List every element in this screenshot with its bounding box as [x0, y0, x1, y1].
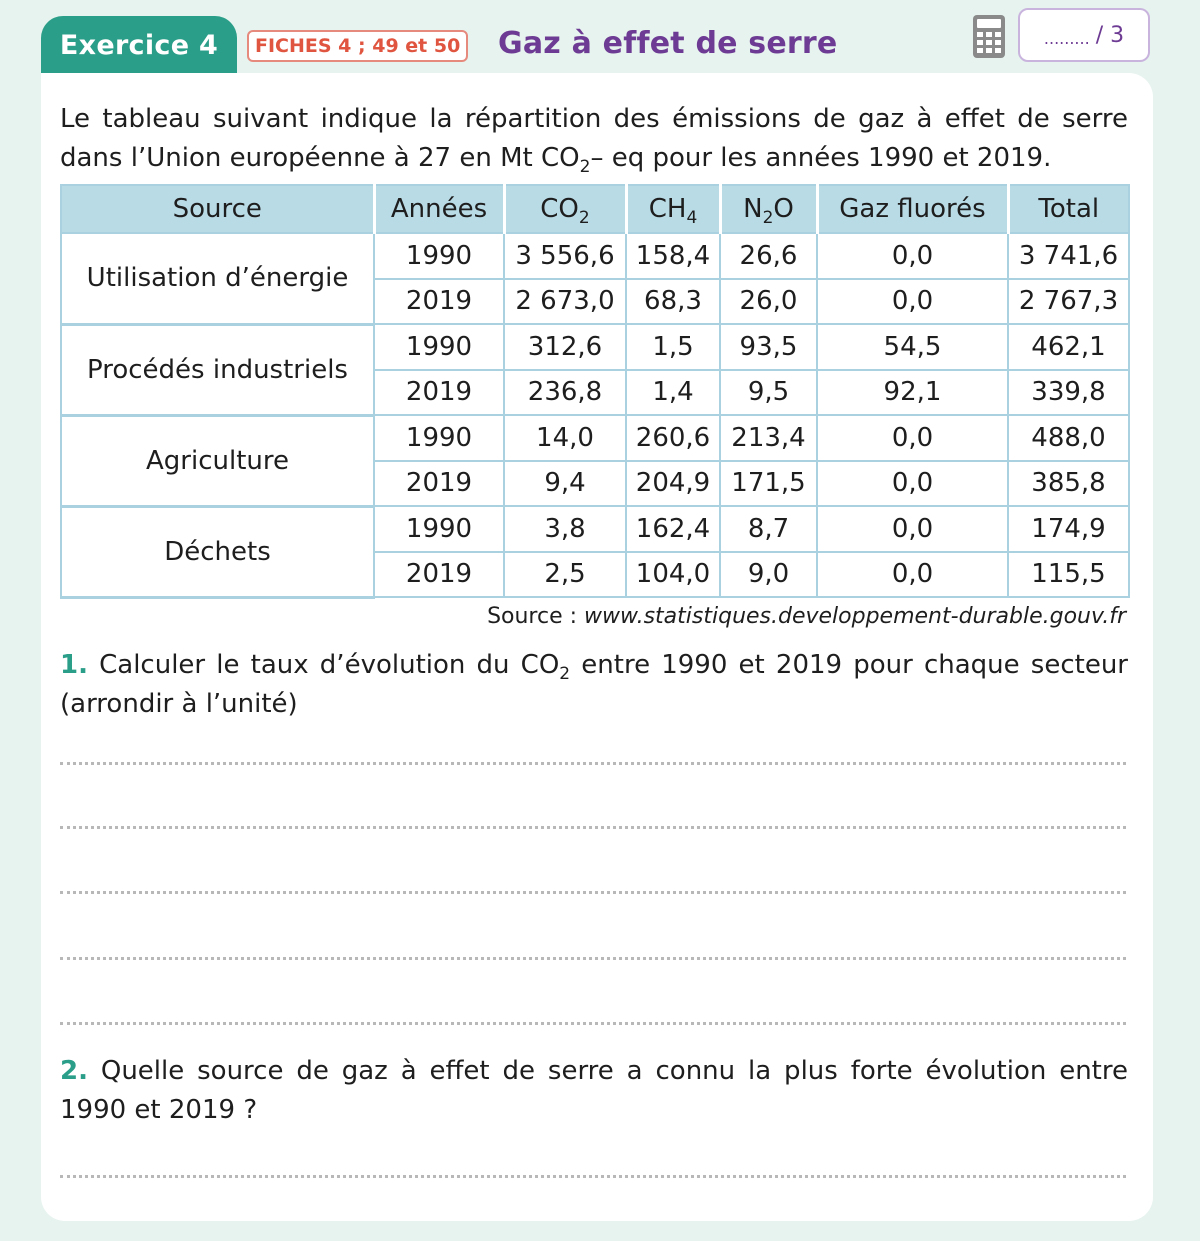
question-2: [60, 1052, 1128, 1130]
calculator-icon: [972, 14, 1006, 59]
total-cell: 462,1: [1008, 324, 1129, 370]
table-row: [61, 415, 1129, 461]
question-2-number: 2.: [60, 1056, 88, 1086]
year-cell: 1990: [374, 415, 504, 461]
source-cell: Utilisation d’énergie: [61, 233, 374, 324]
intro-part2: – eq pour les années 1990 et 2019.: [590, 143, 1052, 173]
header-ch4: $CH_4$: [626, 185, 720, 233]
question-1-part1: Calculer le taux d’évolution du CO: [87, 650, 560, 680]
score-dots: .........: [1043, 28, 1090, 48]
ch4-cell: 260,6: [626, 415, 720, 461]
total-cell: 115,5: [1008, 552, 1129, 598]
question-1-sub: 2: [559, 664, 571, 684]
co2-cell: 3,8: [504, 506, 626, 552]
intro-sub: 2: [579, 157, 591, 177]
ch4-cell: 158,4: [626, 233, 720, 279]
question-1: [60, 646, 1128, 724]
answer-line[interactable]: [60, 957, 1126, 960]
n2o-cell: 8,7: [720, 506, 817, 552]
total-cell: 488,0: [1008, 415, 1129, 461]
n2o-cell: 171,5: [720, 461, 817, 507]
n2o-cell: 9,0: [720, 552, 817, 598]
question-1-number: 1.: [60, 650, 88, 680]
source-url: www.statistiques.developpement-durable.gouv.fr: [584, 604, 1126, 629]
fluor-cell: 0,0: [817, 233, 1008, 279]
total-cell: 3 741,6: [1008, 233, 1129, 279]
year-cell: 2019: [374, 370, 504, 416]
exercise-header: [0, 0, 1200, 75]
year-cell: 1990: [374, 324, 504, 370]
emissions-table: [60, 184, 1130, 599]
answer-line[interactable]: [60, 826, 1126, 829]
answer-line[interactable]: [60, 891, 1126, 894]
co2-cell: 3 556,6: [504, 233, 626, 279]
total-cell: 2 767,3: [1008, 279, 1129, 325]
total-cell: 339,8: [1008, 370, 1129, 416]
ch4-cell: 162,4: [626, 506, 720, 552]
fiches-reference: FICHES 4 ; 49 et 50: [247, 30, 468, 62]
intro-part1: Le tableau suivant indique la répartition des émissions de gaz à effet de serre dans l’Union européenne à 27 en Mt CO: [60, 104, 1128, 173]
header-source: Source: [61, 185, 374, 233]
co2-cell: 236,8: [504, 370, 626, 416]
score-total: / 3: [1095, 22, 1125, 48]
fluor-cell: 0,0: [817, 461, 1008, 507]
ch4-cell: 204,9: [626, 461, 720, 507]
header-n2o: $N_2O$: [720, 185, 817, 233]
co2-cell: 9,4: [504, 461, 626, 507]
co2-cell: 2,5: [504, 552, 626, 598]
n2o-cell: 213,4: [720, 415, 817, 461]
score-box[interactable]: [1018, 8, 1150, 62]
header-co2: $CO_2$: [504, 185, 626, 233]
question-2-text: Quelle source de gaz à effet de serre a connu la plus forte évolution entre 1990 et 2019 ?: [60, 1056, 1128, 1125]
total-cell: 174,9: [1008, 506, 1129, 552]
source-cell: Procédés industriels: [61, 324, 374, 415]
question-1-part2: entre 1990 et 2019 pour chaque secteur (arrondir à l’unité): [60, 650, 1128, 719]
fluor-cell: 0,0: [817, 552, 1008, 598]
header-fluores: Gaz fluorés: [817, 185, 1008, 233]
ch4-cell: 1,4: [626, 370, 720, 416]
n2o-cell: 93,5: [720, 324, 817, 370]
source-cell: Agriculture: [61, 415, 374, 506]
fluor-cell: 0,0: [817, 279, 1008, 325]
header-annees: Années: [374, 185, 504, 233]
table-header-row: [61, 185, 1129, 233]
table-row: [61, 324, 1129, 370]
answer-line[interactable]: [60, 762, 1126, 765]
n2o-cell: 9,5: [720, 370, 817, 416]
year-cell: 1990: [374, 506, 504, 552]
source-cell: Déchets: [61, 506, 374, 597]
year-cell: 2019: [374, 279, 504, 325]
total-cell: 385,8: [1008, 461, 1129, 507]
fluor-cell: 92,1: [817, 370, 1008, 416]
ch4-cell: 104,0: [626, 552, 720, 598]
answer-line[interactable]: [60, 1022, 1126, 1025]
exercise-label: Exercice 4: [41, 16, 237, 74]
co2-cell: 312,6: [504, 324, 626, 370]
table-row: [61, 506, 1129, 552]
exercise-title: Gaz à effet de serre: [498, 26, 838, 61]
header-total: Total: [1008, 185, 1129, 233]
year-cell: 1990: [374, 233, 504, 279]
answer-line[interactable]: [60, 1175, 1126, 1178]
fluor-cell: 0,0: [817, 506, 1008, 552]
source-note: [487, 604, 1126, 629]
n2o-cell: 26,0: [720, 279, 817, 325]
n2o-cell: 26,6: [720, 233, 817, 279]
year-cell: 2019: [374, 552, 504, 598]
table-row: [61, 233, 1129, 279]
fluor-cell: 54,5: [817, 324, 1008, 370]
ch4-cell: 68,3: [626, 279, 720, 325]
intro-text: [60, 100, 1128, 178]
co2-cell: 14,0: [504, 415, 626, 461]
source-label: Source :: [487, 604, 585, 629]
co2-cell: 2 673,0: [504, 279, 626, 325]
year-cell: 2019: [374, 461, 504, 507]
fluor-cell: 0,0: [817, 415, 1008, 461]
ch4-cell: 1,5: [626, 324, 720, 370]
